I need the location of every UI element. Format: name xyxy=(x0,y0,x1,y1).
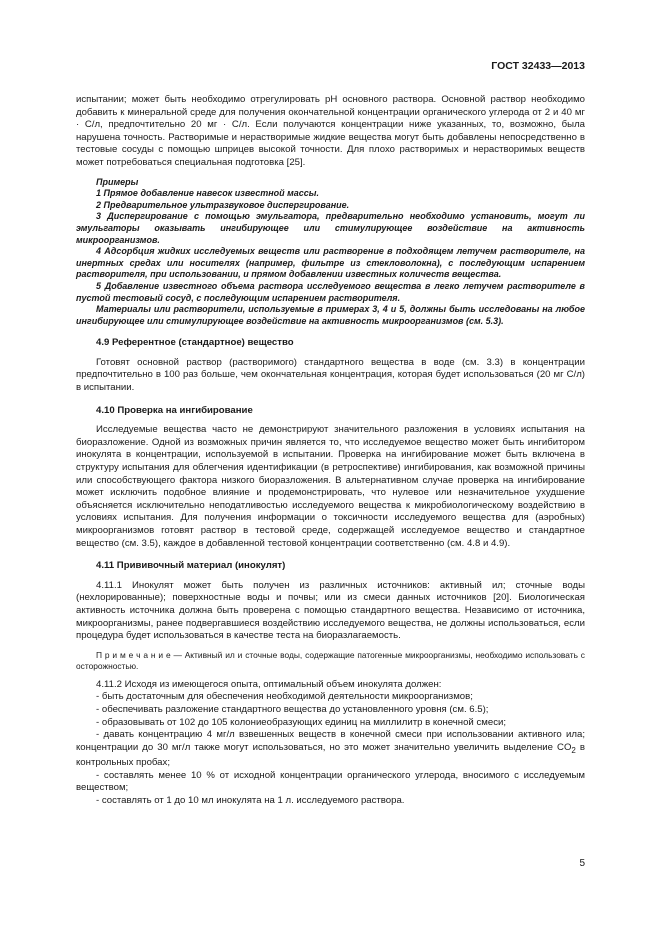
list-item-text-end: в контрольных пробах; xyxy=(76,741,585,769)
list-item: - обеспечивать разложение стандартного вещества до установленного уровня (см. 6.5); xyxy=(96,703,489,715)
page-content xyxy=(76,94,585,808)
co2-subscript: 2 xyxy=(571,745,576,755)
section-4-9-heading: 4.9 Референтное (стандартное) вещество xyxy=(96,337,294,349)
intro-paragraph: испытании; может быть необходимо отрегулировать pH основного раствора. Основной раствор необходимо добавить к минеральной среде для получения окончательной концентрации органического углерода от 2 и 40 мг · С/л, предпочтительно 20 мг · С/л. Если получаются концентрации ниже указанных, то, возможно, была нарушена точность. Растворимые и нерастворимые жидкие вещества могут быть добавлены непосредственно в тестовые сосуды с помощью шприцев высокой точности. Для плохо растворимых и нерастворимых веществ может потребоваться специальная подготовка [25]. xyxy=(76,94,585,168)
example-note: Материалы или растворители, используемые в примерах 3, 4 и 5, должны быть исследованы на любое ингибирующее или стимулирующее воздействие на активность микроорганизмов (см. 5.3). xyxy=(76,304,585,326)
section-4-11-heading: 4.11 Прививочный материал (инокулят) xyxy=(96,560,286,572)
example-3: 3 Диспергирование с помощью эмульгатора, предварительно необходимо установить, могут ли эмульгаторы оказывать ингибирующее или стимулирующее воздействие на активность микроорганизмов. xyxy=(76,211,585,245)
section-4-11-note: П р и м е ч а н и е — Активный ил и сточные воды, содержащие патогенные микроорганизмы, необходимо использовать с осторожностью. xyxy=(76,649,585,671)
section-4-11-1-paragraph: 4.11.1 Инокулят может быть получен из различных источников: активный ил; сточные воды (нехлорированные); поверхностные воды и почвы; или из смеси данных источников [20]. Биологическая активность источника должна быть проверена с помощью стандартного вещества. Независимо от источника, микроорганизмы, ранее подвергавшиеся воздействию исследуемого вещества, не должны использоваться, если процедура будет использоваться в качестве теста на биоразлагаемость. xyxy=(76,579,585,642)
page-number: 5 xyxy=(579,858,585,869)
list-item: - составлять от 1 до 10 мл инокулята на 1 л. исследуемого раствора. xyxy=(96,795,405,806)
example-1: 1 Прямое добавление навесок известной массы. xyxy=(96,188,319,199)
document-header: ГОСТ 32433—2013 xyxy=(491,60,585,72)
list-item: - составлять менее 10 % от исходной концентрации органического углерода, вносимого с исследуемым веществом; xyxy=(76,769,585,794)
example-2: 2 Предварительное ультразвуковое диспергирование. xyxy=(96,199,350,210)
list-item: - быть достаточным для обеспечения необходимой деятельности микроорганизмов; xyxy=(96,691,473,703)
section-4-10-heading: 4.10 Проверка на ингибирование xyxy=(96,404,253,416)
section-4-9-paragraph: Готовят основной раствор (растворимого) стандартного вещества в воде (см. 3.3) в концентрации предпочтительно в 100 раз больше, чем окончательная концентрация, которая будет использоваться (20 мг С/л) в испытании. xyxy=(76,356,585,394)
list-item-text: - давать концентрацию 4 мг/л взвешенных веществ в конечной смеси при использовании активного ила; концентрации до 30 мг/л также могут использоваться, но это может значительно увеличить выделение CO xyxy=(76,729,585,753)
section-4-10-paragraph: Исследуемые вещества часто не демонстрируют значительного разложения в условиях испытания на биоразложение. Одной из возможных причин является то, что исследуемое вещество может быть ингибитором инокулята в концентрации, используемой в испытании. Проверка на ингибирование может быть включена в структуру испытания для облегчения идентификации (в ретроспективе) ингибирования, как возможной причины или способствующего фактора низкого биоразложения. В альтернативном случае проверка на ингибирование может исключить подобное влияние и продемонстрировать, что нулевое или незначительное ухудшение объясняется исключительно неподатливостью исследуемого вещества к микробиологическому воздействию в условиях испытания. Для получения информации о токсичности исследуемого вещества для (аэробных) микроорганизмов готовят раствор в тестовой среде, содержащей исследуемое вещество и стандартное вещество (см. 3.5), каждое в добавленной тестовой концентрации соответственно (см. 4.8 и 4.9). xyxy=(76,424,585,549)
example-4: 4 Адсорбция жидких исследуемых веществ или растворение в подходящем летучем растворителе, на инертных средах или носителях (например, фильтре из стекловолокна), с последующим испарением растворителя, при использовании, и прямом добавлении известных количеств вещества. xyxy=(76,246,585,280)
list-item xyxy=(76,729,585,770)
examples-title: Примеры xyxy=(96,176,139,187)
section-4-11-2-paragraph: 4.11.2 Исходя из имеющегося опыта, оптимальный объем инокулята должен: xyxy=(96,678,442,690)
example-5: 5 Добавление известного объема раствора исследуемого вещества в легко летучем растворителе в пустой тестовый сосуд, с последующим испарением растворителя. xyxy=(76,280,585,303)
list-item: - образовывать от 102 до 105 колониеобразующих единиц на миллилитр в конечной смеси; xyxy=(96,716,507,728)
